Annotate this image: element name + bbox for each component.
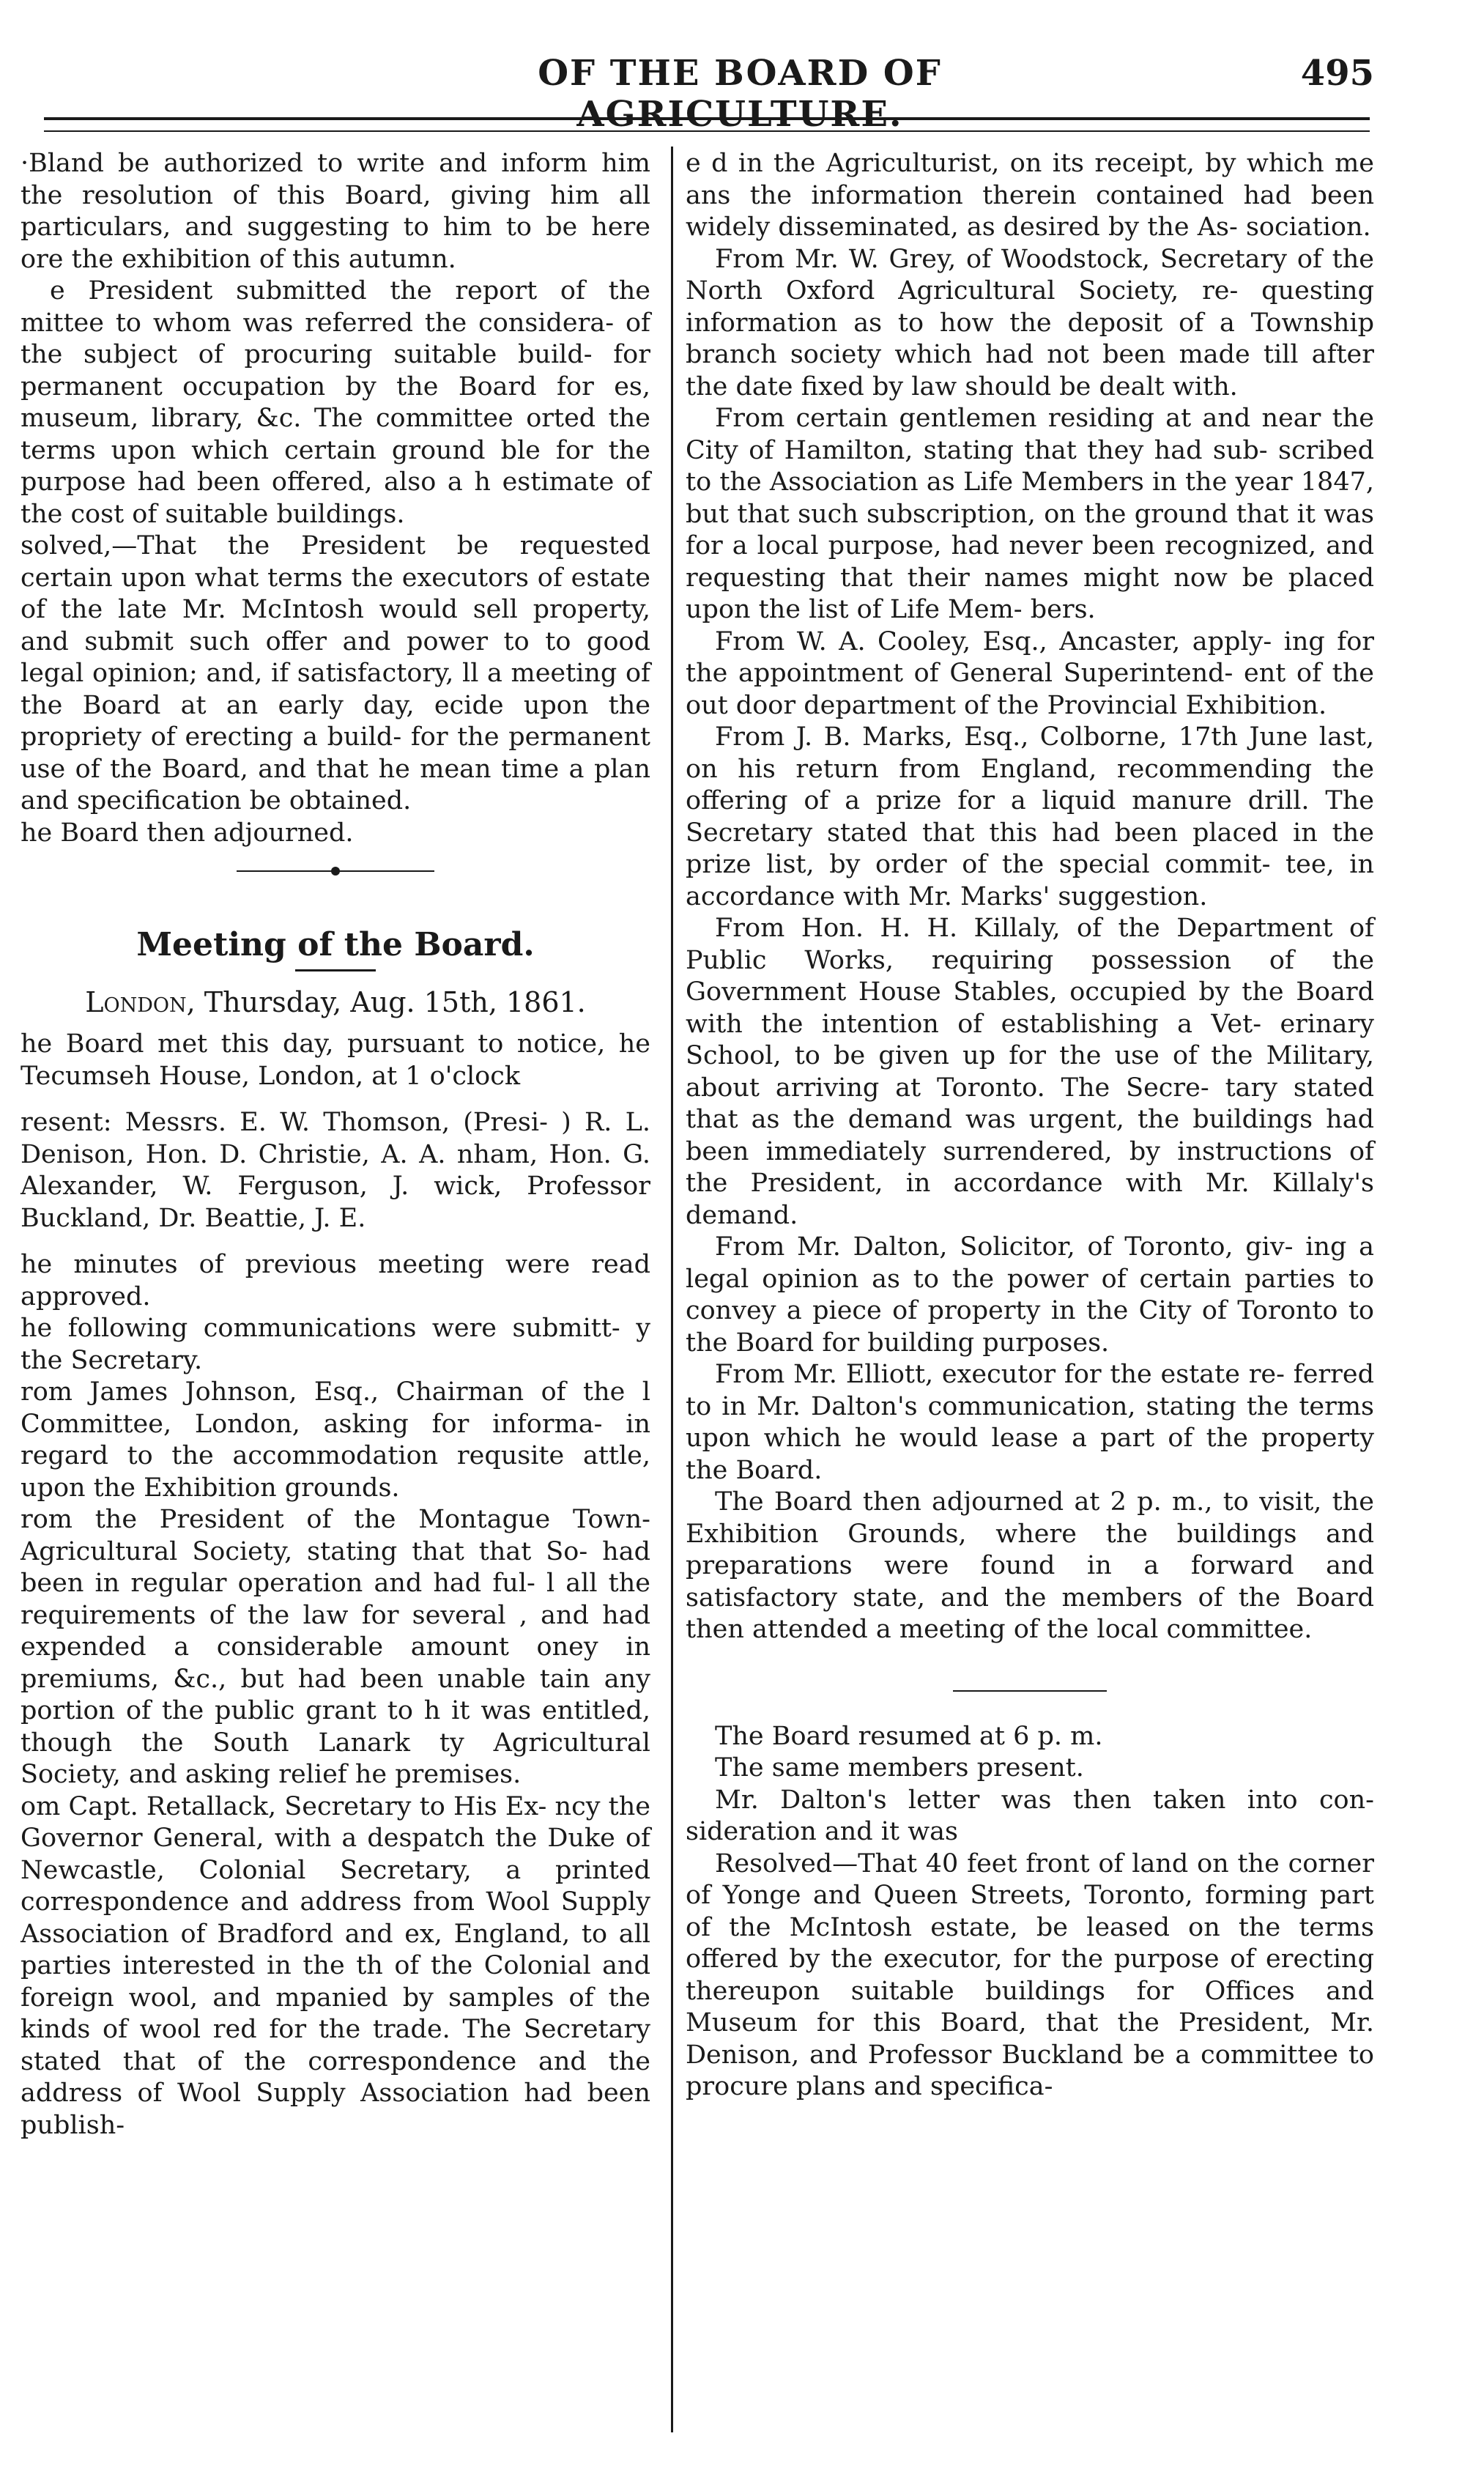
paragraph: From Hon. H. H. Killaly, of the Department of Public Works, requiring possession of the Government House Stables, occupied by the Board with the intention of establishing a Vet- erinary School, to be given up for the use of the Military, about arriving at Toronto. The Secre- tary stated that as the demand was urgent, the buildings had been immediately surrendered, by instructions of the President, in accordance with Mr. Killaly's demand. <box>686 914 1374 1230</box>
paragraph: rom James Johnson, Esq., Chairman of the l Committee, London, asking for informa- in regard to the accommodation requsite attle, upon the Exhibition grounds. <box>21 1377 650 1503</box>
section-separator <box>953 1690 1107 1692</box>
paragraph: solved,—That the President be requested certain upon what terms the executors of estate of the late Mr. McIntosh would sell property, and submit such offer and power to to good legal opinion; and, if satisfactory, ll a meeting of the Board at an early day, ecide upon the propriety of erecting a build- for the permanent use of the Board, and that he mean time a plan and specification be obtained. <box>21 531 650 815</box>
ornament-dot <box>331 867 340 876</box>
section-heading: Meeting of the Board. <box>136 926 535 963</box>
page-header <box>0 53 1484 135</box>
paragraph: The same members present. <box>715 1753 1084 1783</box>
paragraph: om Capt. Retallack, Secretary to His Ex- ncy the Governor General, with a despatch the Duke of Newcastle, Colonial Secretary, a printed correspondence and address from Wool Supply Association of Bradford and ex, England, to all parties interested in the th of the Colonial and foreign wool, and mpanied by samples of the kinds of wool red for the trade. The Secretary stated that of the correspondence and the address of Wool Supply Association had been publish- <box>21 1791 650 2140</box>
paragraph: rom the President of the Montague Town- Agricultural Society, stating that that So- had been in regular operation and had ful- l all the requirements of the law for several , and had expended a considerable amount oney in premiums, &c., but had been unable tain any portion of the public grant to h it was entitled, though the South Lanark ty Agricultural Society, and asking relief he premises. <box>21 1505 650 1789</box>
paragraph: Resolved—That 40 feet front of land on the corner of Yonge and Queen Streets, Toronto, forming part of the McIntosh estate, be leased on the terms offered by the executor, for the purpose of erecting thereupon suitable buildings for Offices and Museum for this Board, that the President, Mr. Denison, and Professor Buckland be a committee to procure plans and specifica- <box>686 1848 1374 2101</box>
paragraph: he following communications were submitt- y the Secretary. <box>21 1314 650 1375</box>
paragraph: e President submitted the report of the mittee to whom was referred the considera- of the subject of procuring suitable build- for permanent occupation by the Board for es, museum, library, &c. The committee orted the terms upon which certain ground ble for the purpose had been offered, also a h estimate of the cost of suitable buildings. <box>21 276 650 529</box>
paragraph: From certain gentlemen residing at and near the City of Hamilton, stating that they had sub- scribed to the Association as Life Members in the year 1847, but that such subscription, on the ground that it was for a local purpose, had never been recognized, and requesting that their names might now be placed upon the list of Life Mem- bers. <box>686 404 1374 624</box>
dateline-city: London <box>85 986 187 1018</box>
header-rule-top <box>44 117 1370 120</box>
paragraph: he minutes of previous meeting were read approved. <box>21 1250 650 1311</box>
paragraph: resent: Messrs. E. W. Thomson, (Presi- ) R. L. Denison, Hon. D. Christie, A. A. nham, Hon. G. Alexander, W. Ferguson, J. wick, Professor Buckland, Dr. Beattie, J. E. <box>21 1108 650 1233</box>
paragraph: The Board then adjourned at 2 p. m., to visit, the Exhibition Grounds, where the buildings and preparations were found in a forward and satisfactory state, and the members of the Board then attended a meeting of the local committee. <box>686 1487 1374 1644</box>
running-title: OF THE BOARD OF AGRICULTURE. <box>538 53 942 135</box>
paragraph: he Board then adjourned. <box>21 818 354 848</box>
paragraph: From J. B. Marks, Esq., Colborne, 17th June last, on his return from England, recommending the offering of a prize for a liquid manure drill. The Secretary stated that this had been placed in the prize list, by order of the special commit- tee, in accordance with Mr. Marks' suggestion. <box>686 722 1374 911</box>
section-ornament <box>237 861 434 881</box>
paragraph: he Board met this day, pursuant to notice, he Tecumseh House, London, at 1 o'clock <box>21 1029 650 1091</box>
left-column <box>21 148 650 2142</box>
paragraph: From Mr. W. Grey, of Woodstock, Secretary of the North Oxford Agricultural Society, re- questing information as to how the deposit of a Township branch society which had not been made till after the date fixed by law should be dealt with. <box>686 244 1374 401</box>
heading-underline <box>295 969 376 971</box>
paragraph: ·Bland be authorized to write and inform him the resolution of this Board, giving him all particulars, and suggesting to him to be here ore the exhibition of this autumn. <box>21 149 650 274</box>
dateline-date: , Thursday, Aug. 15th, 1861. <box>186 986 586 1018</box>
right-column <box>686 148 1374 2103</box>
paragraph: From W. A. Cooley, Esq., Ancaster, apply- ing for the appointment of General Superintend- ent of the out door department of the Provincial Exhibition. <box>686 626 1374 720</box>
paragraph: From Mr. Dalton, Solicitor, of Toronto, giv- ing a legal opinion as to the power of certain parties to convey a piece of property in the City of Toronto to the Board for building purposes. <box>686 1232 1374 1358</box>
paragraph: Mr. Dalton's letter was then taken into con- sideration and it was <box>686 1785 1374 1846</box>
column-divider <box>671 147 673 2432</box>
paragraph: The Board resumed at 6 p. m. <box>715 1721 1103 1751</box>
paragraph: e d in the Agriculturist, on its receipt, by which me ans the information therein contained had been widely disseminated, as desired by the As- sociation. <box>686 149 1374 242</box>
page-number: 495 <box>1300 53 1374 94</box>
header-rule-bottom <box>44 130 1370 132</box>
dateline <box>21 985 650 1020</box>
paragraph: From Mr. Elliott, executor for the estate re- ferred to in Mr. Dalton's communication, stating the terms upon which he would lease a part of the property the Board. <box>686 1360 1374 1485</box>
